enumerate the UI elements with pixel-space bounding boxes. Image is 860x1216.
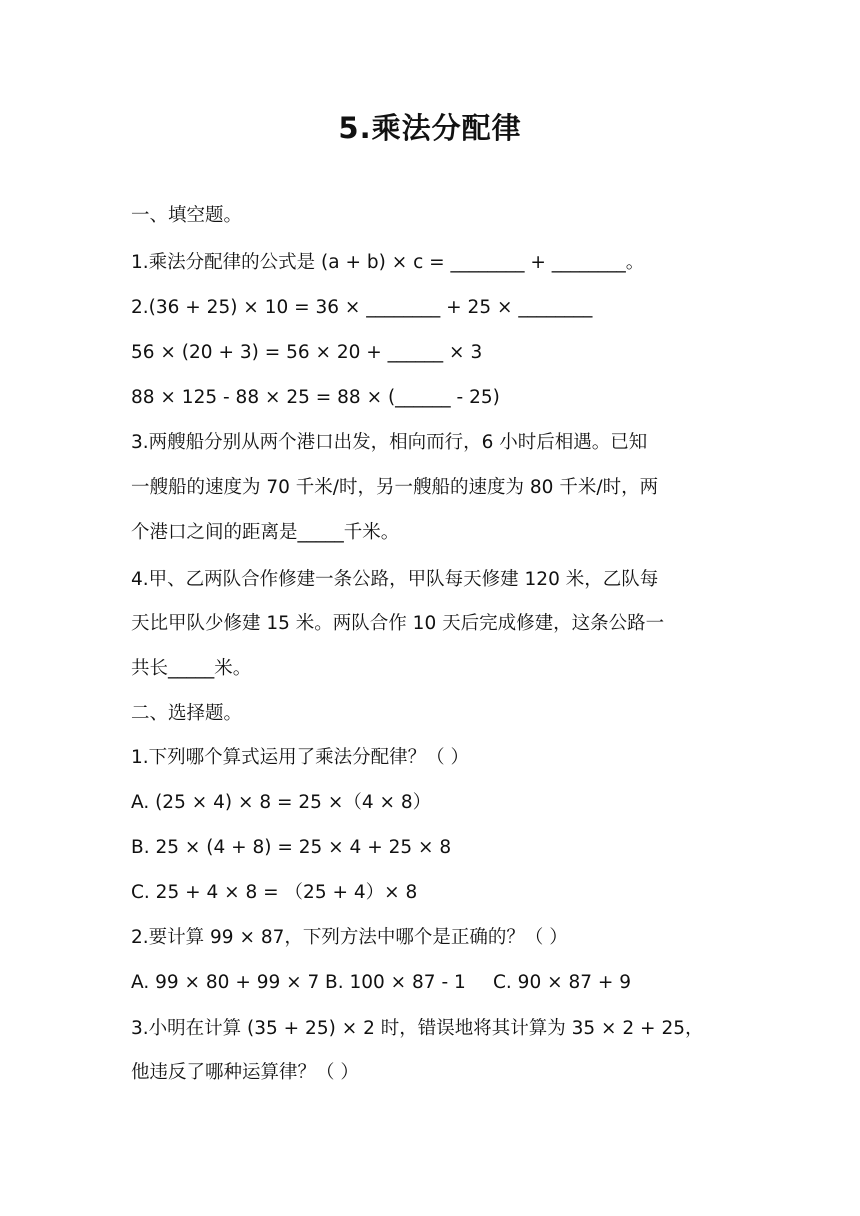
page-title: 5.乘法分配律 bbox=[338, 111, 522, 145]
fill-question-2-line-1: 2.(36 + 25) × 10 = 36 × ________ + 25 × ________ bbox=[131, 297, 593, 318]
section-heading-fill-blank: 一、填空题。 bbox=[131, 205, 243, 226]
choice-question-2-option-a: A. 99 × 80 + 99 × 7 bbox=[131, 972, 320, 993]
fill-question-4-line-3: 共长_____米。 bbox=[131, 658, 252, 679]
fill-question-2-line-3: 88 × 125 - 88 × 25 = 88 × (______ - 25) bbox=[131, 387, 500, 408]
choice-question-3-line-2: 他违反了哪种运算律？（ ） bbox=[131, 1062, 359, 1083]
choice-question-1-option-a: A. (25 × 4) × 8 = 25 ×（4 × 8） bbox=[131, 792, 432, 813]
section-heading-multiple-choice: 二、选择题。 bbox=[131, 703, 243, 724]
fill-question-4-line-2: 天比甲队少修建 15 米。两队合作 10 天后完成修建，这条公路一 bbox=[131, 613, 665, 634]
choice-question-1-stem: 1.下列哪个算式运用了乘法分配律？（ ） bbox=[131, 747, 470, 768]
choice-question-3-line-1: 3.小明在计算 (35 + 25) × 2 时，错误地将其计算为 35 × 2 + 25， bbox=[131, 1018, 704, 1039]
choice-question-2-stem: 2.要计算 99 × 87，下列方法中哪个是正确的？（ ） bbox=[131, 927, 568, 948]
fill-question-1: 1.乘法分配律的公式是 (a + b) × c = ________ + ________。 bbox=[131, 252, 645, 273]
choice-question-1-option-c: C. 25 + 4 × 8 = （25 + 4）× 8 bbox=[131, 882, 418, 903]
choice-question-2-option-c: C. 90 × 87 + 9 bbox=[493, 972, 632, 993]
fill-question-2-line-2: 56 × (20 + 3) = 56 × 20 + ______ × 3 bbox=[131, 342, 483, 363]
choice-question-2-option-b: B. 100 × 87 - 1 bbox=[325, 972, 466, 993]
fill-question-3-line-1: 3.两艘船分别从两个港口出发，相向而行，6 小时后相遇。已知 bbox=[131, 432, 648, 453]
fill-question-3-line-2: 一艘船的速度为 70 千米/时，另一艘船的速度为 80 千米/时，两 bbox=[131, 477, 659, 498]
choice-question-1-option-b: B. 25 × (4 + 8) = 25 × 4 + 25 × 8 bbox=[131, 837, 452, 858]
fill-question-4-line-1: 4.甲、乙两队合作修建一条公路，甲队每天修建 120 米，乙队每 bbox=[131, 569, 659, 590]
fill-question-3-line-3: 个港口之间的距离是_____千米。 bbox=[131, 522, 400, 543]
